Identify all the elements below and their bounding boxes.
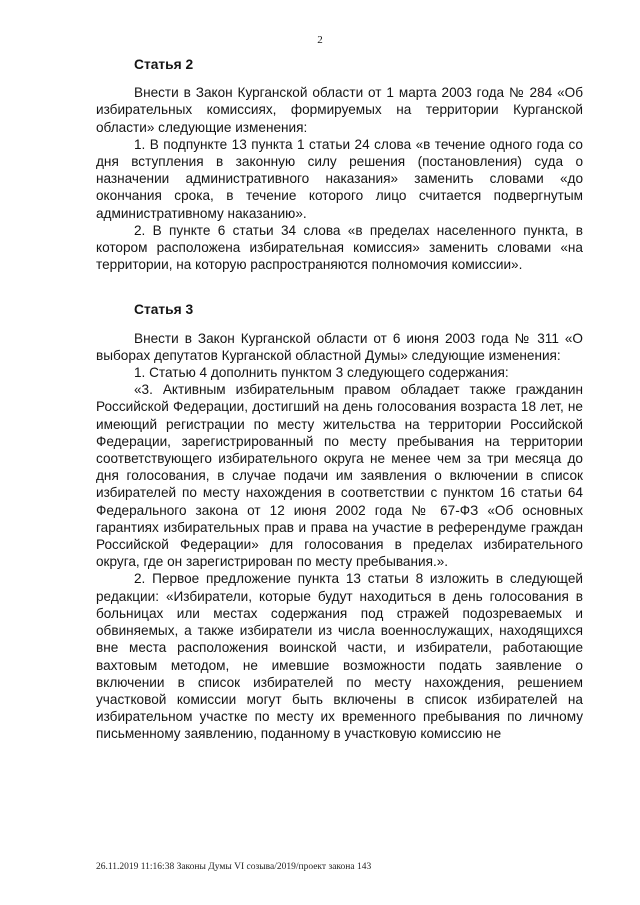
document-footer: 26.11.2019 11:16:38 Законы Думы VI созыва/2019/проект закона 143	[96, 862, 372, 872]
article-3-heading: Статья 3	[134, 302, 194, 318]
article-3-item-1: 1. Статью 4 дополнить пунктом 3 следующего содержания:	[134, 365, 509, 381]
article-3-item-2: 2. Первое предложение пункта 13 статьи 8 изложить в следующей редакции: «Избиратели, которые будут находиться в день голосования в больницах или местах содержания под стражей подозреваемых и обвиняемых, а также избиратели из числа военнослужащих, находящихся вне места расположения воинской части, и избиратели, работающие вахтовым методом, не имевшие возможности подать заявление о включении в список избирателей по месту нахождения, решением участковой комиссии могут быть включены в список избирателей на избирательном участке по месту их временного пребывания по личному письменному заявлению, поданному в участковую комиссию не	[96, 571, 583, 742]
article-2-item-2: 2. В пункте 6 статьи 34 слова «в пределах населенного пункта, в котором расположена избирательная комиссия» заменить словами «на территории, на которую распространяются полномочия комиссии».	[96, 222, 583, 273]
article-2-intro: Внести в Закон Курганской области от 1 марта 2003 года № 284 «Об избирательных комиссиях, формируемых на территории Курганской области» следующие изменения:	[96, 85, 583, 135]
article-2-heading: Статья 2	[134, 57, 194, 72]
document-body	[96, 56, 583, 743]
article-3-intro: Внести в Закон Курганской области от 6 июня 2003 года № 311 «О выборах депутатов Курганской областной Думы» следующие изменения:	[96, 330, 583, 363]
section-spacer	[96, 273, 583, 301]
article-3-item-1-quote: «3. Активным избирательным правом обладает также гражданин Российской Федерации, достигший на день голосования возраста 18 лет, не имеющий регистрации по месту жительства на территории Российской Федерации, зарегистрированный по месту пребывания на территории соответствующего избирательного округа не менее чем за три месяца до дня голосования, в случае подачи им заявления о включении в список избирателей по месту нахождения в соответствии с пунктом 16 статьи 64 Федерального закона от 12 июня 2002 года № 67-ФЗ «Об основных гарантиях избирательных прав и права на участие в референдуме граждан Российской Федерации» для голосования в пределах избирательного округа, где он зарегистрирован по месту пребывания.».	[96, 382, 583, 570]
page-number: 2	[317, 34, 323, 46]
article-2-item-1: 1. В подпункте 13 пункта 1 статьи 24 слова «в течение одного года со дня вступления в законную силу решения (постановления) суда о назначении административного наказания» заменить словами «до окончания срока, в течение которого лицо считается подвергнутым административному наказанию».	[96, 136, 583, 221]
